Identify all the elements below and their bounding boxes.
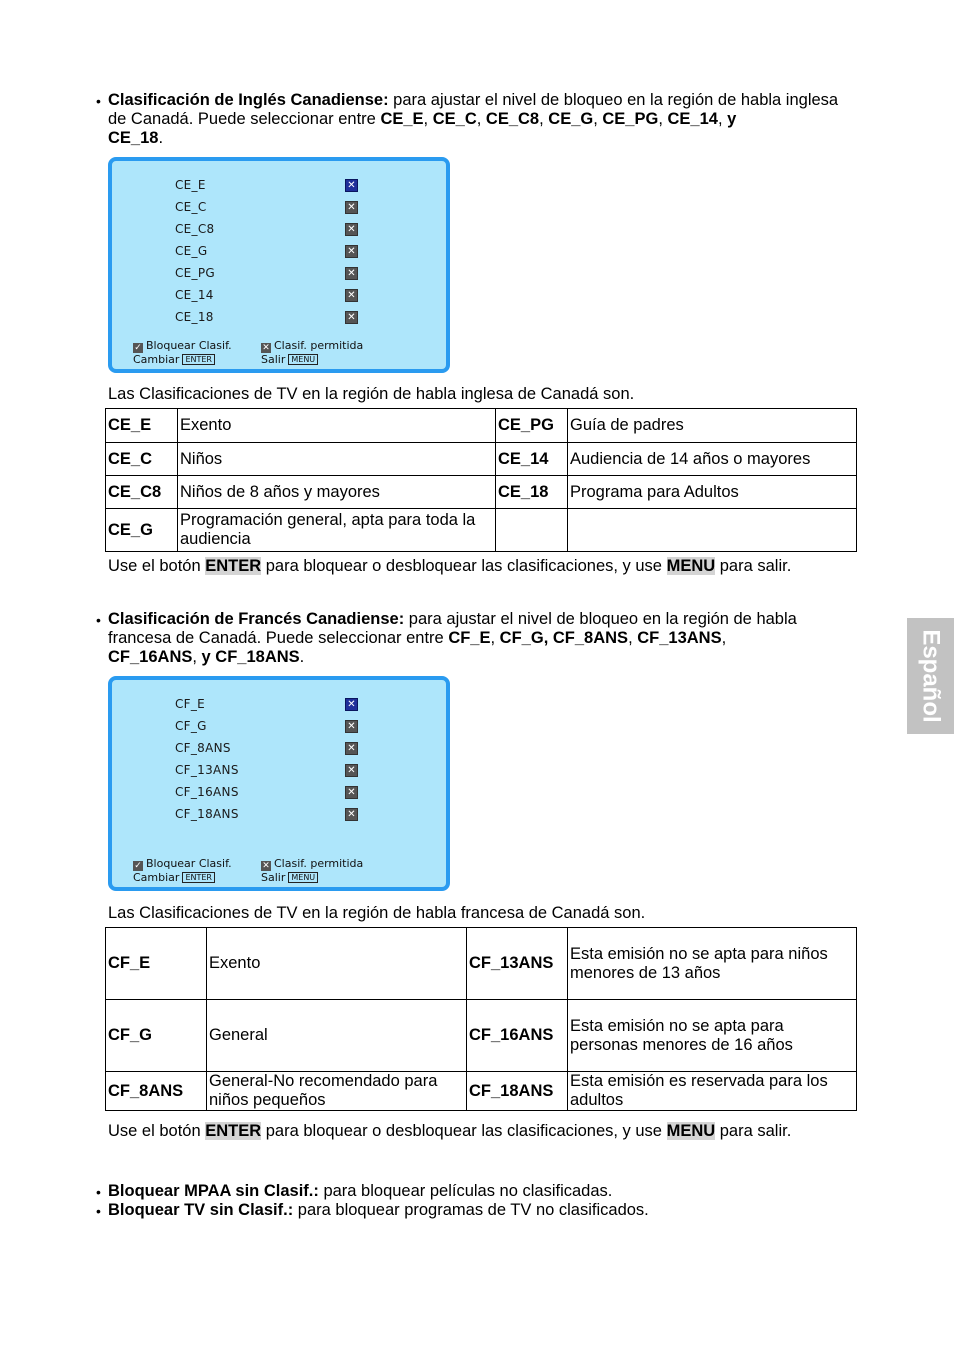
rating-desc-cell: Programación general, apta para toda la audiencia bbox=[178, 509, 496, 552]
lock-checkbox-icon[interactable]: ✕ bbox=[345, 720, 358, 733]
french-rating-paragraph: Clasificación de Francés Canadiense: para ajustar el nivel de bloqueo en la región de habla francesa de Canadá. Puede seleccionar entre CF_E, CF_G, CF_8ANS, CF_13ANS, CF_16ANS, y CF_18ANS. bbox=[108, 610, 797, 666]
opt: CE_14 bbox=[667, 110, 718, 128]
lock-checkbox-icon[interactable]: ✕ bbox=[345, 179, 358, 192]
table-row bbox=[106, 928, 857, 1000]
opt: CE_PG bbox=[602, 110, 659, 128]
opt: CF_G bbox=[499, 629, 544, 647]
lock-checkbox-icon[interactable]: ✕ bbox=[345, 808, 358, 821]
lock-checkbox-icon[interactable]: ✕ bbox=[345, 267, 358, 280]
bullet-icon: • bbox=[96, 1184, 101, 1200]
rating-code-cell: CE_E bbox=[106, 409, 178, 443]
x-icon: ✕ bbox=[262, 861, 270, 871]
opt: CF_13ANS bbox=[637, 629, 722, 647]
menu-item-label[interactable]: CE_14 bbox=[175, 288, 214, 302]
change-label: Cambiar bbox=[133, 871, 180, 884]
use-line-text: para salir. bbox=[715, 1122, 792, 1140]
lock-label: Bloquear Clasif. bbox=[146, 857, 232, 870]
french-use-line bbox=[108, 1122, 858, 1141]
rating-desc-cell: Exento bbox=[178, 409, 496, 443]
use-line-text: Use el botón bbox=[108, 1122, 206, 1140]
menu-footer-left bbox=[133, 339, 232, 366]
menu-item-label[interactable]: CE_G bbox=[175, 244, 208, 258]
rating-desc-cell: Esta emisión no se apta para personas menores de 16 años bbox=[568, 1000, 857, 1072]
english-rating-paragraph: Clasificación de Inglés Canadiense: para ajustar el nivel de bloqueo en la región de habla inglesa de Canadá. Puede seleccionar entre CE_E, CE_C, CE_C8, CE_G, CE_PG, CE_14, y CE_18. bbox=[108, 91, 839, 147]
mpaa-unrated-desc: para bloquear películas no clasificadas. bbox=[318, 1182, 613, 1200]
bullet-icon: • bbox=[96, 1203, 101, 1219]
rating-code-cell: CF_8ANS bbox=[106, 1072, 207, 1111]
menu-item-label[interactable]: CE_E bbox=[175, 178, 206, 192]
french-rating-desc: para ajustar el nivel de bloqueo en la región de habla francesa de Canadá. Puede seleccionar entre bbox=[108, 610, 797, 647]
menu-item-label[interactable]: CF_G bbox=[175, 719, 207, 733]
rating-code-cell: CE_C bbox=[106, 443, 178, 476]
opt: CE_C8 bbox=[485, 110, 540, 128]
english-ratings-table bbox=[105, 408, 857, 552]
rating-code-cell: CE_14 bbox=[496, 443, 568, 476]
opt: CF_16ANS bbox=[108, 648, 193, 666]
opt: CE_18 bbox=[108, 129, 159, 147]
rating-desc-cell: Audiencia de 14 años o mayores bbox=[568, 443, 857, 476]
lock-checkbox-icon[interactable]: ✕ bbox=[345, 698, 358, 711]
french-rating-menu bbox=[108, 676, 450, 891]
rating-desc-cell: Guía de padres bbox=[568, 409, 857, 443]
menu-item-label[interactable]: CF_E bbox=[175, 697, 206, 711]
rating-desc-cell: Niños bbox=[178, 443, 496, 476]
allowed-label: Clasif. permitida bbox=[274, 339, 364, 352]
rating-desc-cell: General bbox=[207, 1000, 467, 1072]
rating-desc-cell: Niños de 8 años y mayores bbox=[178, 476, 496, 509]
tv-unrated-title: Bloquear TV sin Clasif.: bbox=[108, 1201, 294, 1219]
menu-item-label[interactable]: CF_8ANS bbox=[175, 741, 231, 755]
french-table-intro: Las Clasificaciones de TV en la región de habla francesa de Canadá son. bbox=[108, 904, 646, 922]
language-side-tab-label: Español bbox=[917, 629, 944, 723]
exit-label: Salir bbox=[261, 871, 286, 884]
lock-checkbox-icon[interactable]: ✕ bbox=[345, 742, 358, 755]
rating-code-cell: CE_PG bbox=[496, 409, 568, 443]
rating-desc-cell: Programa para Adultos bbox=[568, 476, 857, 509]
exit-label: Salir bbox=[261, 353, 286, 366]
tv-unrated-item bbox=[108, 1201, 858, 1220]
allowed-label: Clasif. permitida bbox=[274, 857, 364, 870]
menu-item-label[interactable]: CE_18 bbox=[175, 310, 214, 324]
lock-checkbox-icon[interactable]: ✕ bbox=[345, 764, 358, 777]
english-table-intro: Las Clasificaciones de TV en la región de habla inglesa de Canadá son. bbox=[108, 385, 635, 403]
table-row bbox=[106, 443, 857, 476]
x-icon: ✕ bbox=[262, 343, 270, 353]
menu-key-icon: MENU bbox=[288, 872, 318, 883]
bullet-icon: • bbox=[96, 612, 101, 628]
menu-item-label[interactable]: CE_C8 bbox=[175, 222, 215, 236]
bullet-icon: • bbox=[96, 93, 101, 109]
menu-item-label[interactable]: CE_PG bbox=[175, 266, 215, 280]
menu-item-label[interactable]: CF_18ANS bbox=[175, 807, 239, 821]
french-rating-title: Clasificación de Francés Canadiense: bbox=[108, 610, 405, 628]
opt: CE_G bbox=[548, 110, 594, 128]
use-line-text: para bloquear o desbloquear las clasificaciones, y use bbox=[261, 557, 667, 575]
use-line-text: Use el botón bbox=[108, 557, 206, 575]
menu-key-label: MENU bbox=[666, 1122, 716, 1140]
mpaa-unrated-title: Bloquear MPAA sin Clasif.: bbox=[108, 1182, 319, 1200]
mpaa-unrated-item bbox=[108, 1182, 858, 1201]
english-rating-desc: para ajustar el nivel de bloqueo en la región de habla inglesa de Canadá. Puede seleccionar entre bbox=[108, 91, 839, 128]
opt: y bbox=[727, 110, 737, 128]
english-use-line bbox=[108, 557, 858, 576]
table-row bbox=[106, 1072, 857, 1111]
use-line-text: para bloquear o desbloquear las clasificaciones, y use bbox=[261, 1122, 667, 1140]
lock-checkbox-icon[interactable]: ✕ bbox=[345, 311, 358, 324]
change-label: Cambiar bbox=[133, 353, 180, 366]
lock-checkbox-icon[interactable]: ✕ bbox=[345, 786, 358, 799]
lock-label: Bloquear Clasif. bbox=[146, 339, 232, 352]
rating-code-cell: CF_G bbox=[106, 1000, 207, 1072]
enter-key-icon: ENTER bbox=[182, 354, 215, 365]
menu-footer-right bbox=[261, 339, 363, 366]
lock-checkbox-icon[interactable]: ✕ bbox=[345, 223, 358, 236]
opt: y CF_18ANS bbox=[201, 648, 300, 666]
opt: CF_8ANS bbox=[552, 629, 629, 647]
menu-item-label[interactable]: CF_13ANS bbox=[175, 763, 239, 777]
menu-key-icon: MENU bbox=[288, 354, 318, 365]
lock-checkbox-icon[interactable]: ✕ bbox=[345, 289, 358, 302]
lock-checkbox-icon[interactable]: ✕ bbox=[345, 201, 358, 214]
enter-key-icon: ENTER bbox=[182, 872, 215, 883]
use-line-text: para salir. bbox=[715, 557, 792, 575]
rating-code-cell: CF_16ANS bbox=[467, 1000, 568, 1072]
opt: CE_C bbox=[432, 110, 477, 128]
table-row bbox=[106, 509, 857, 552]
enter-key-label: ENTER bbox=[205, 1122, 262, 1140]
rating-desc-cell: Esta emisión no se apta para niños menores de 13 años bbox=[568, 928, 857, 1000]
rating-desc-cell: General-No recomendado para niños pequeños bbox=[207, 1072, 467, 1111]
opt: CF_E bbox=[448, 629, 491, 647]
menu-item-label[interactable]: CF_16ANS bbox=[175, 785, 239, 799]
rating-code-cell: CF_E bbox=[106, 928, 207, 1000]
language-side-tab bbox=[907, 618, 954, 734]
rating-desc-cell: Esta emisión es reservada para los adultos bbox=[568, 1072, 857, 1111]
rating-code-cell: CE_18 bbox=[496, 476, 568, 509]
enter-key-label: ENTER bbox=[205, 557, 262, 575]
french-ratings-table bbox=[105, 927, 857, 1111]
english-rating-menu bbox=[108, 157, 450, 373]
check-icon: ✓ bbox=[134, 343, 142, 353]
rating-code-cell: CF_13ANS bbox=[467, 928, 568, 1000]
tv-unrated-desc: para bloquear programas de TV no clasificados. bbox=[293, 1201, 649, 1219]
rating-code-cell: CE_G bbox=[106, 509, 178, 552]
menu-key-label: MENU bbox=[666, 557, 716, 575]
menu-footer-left bbox=[133, 857, 232, 884]
rating-desc-cell bbox=[568, 509, 857, 552]
table-row bbox=[106, 1000, 857, 1072]
check-icon: ✓ bbox=[134, 861, 142, 871]
rating-code-cell bbox=[496, 509, 568, 552]
table-row bbox=[106, 476, 857, 509]
menu-footer-right bbox=[261, 857, 363, 884]
rating-code-cell: CE_C8 bbox=[106, 476, 178, 509]
table-row bbox=[106, 409, 857, 443]
opt: CE_E bbox=[380, 110, 424, 128]
english-rating-title: Clasificación de Inglés Canadiense: bbox=[108, 91, 389, 109]
menu-item-label[interactable]: CE_C bbox=[175, 200, 207, 214]
rating-code-cell: CF_18ANS bbox=[467, 1072, 568, 1111]
rating-desc-cell: Exento bbox=[207, 928, 467, 1000]
lock-checkbox-icon[interactable]: ✕ bbox=[345, 245, 358, 258]
